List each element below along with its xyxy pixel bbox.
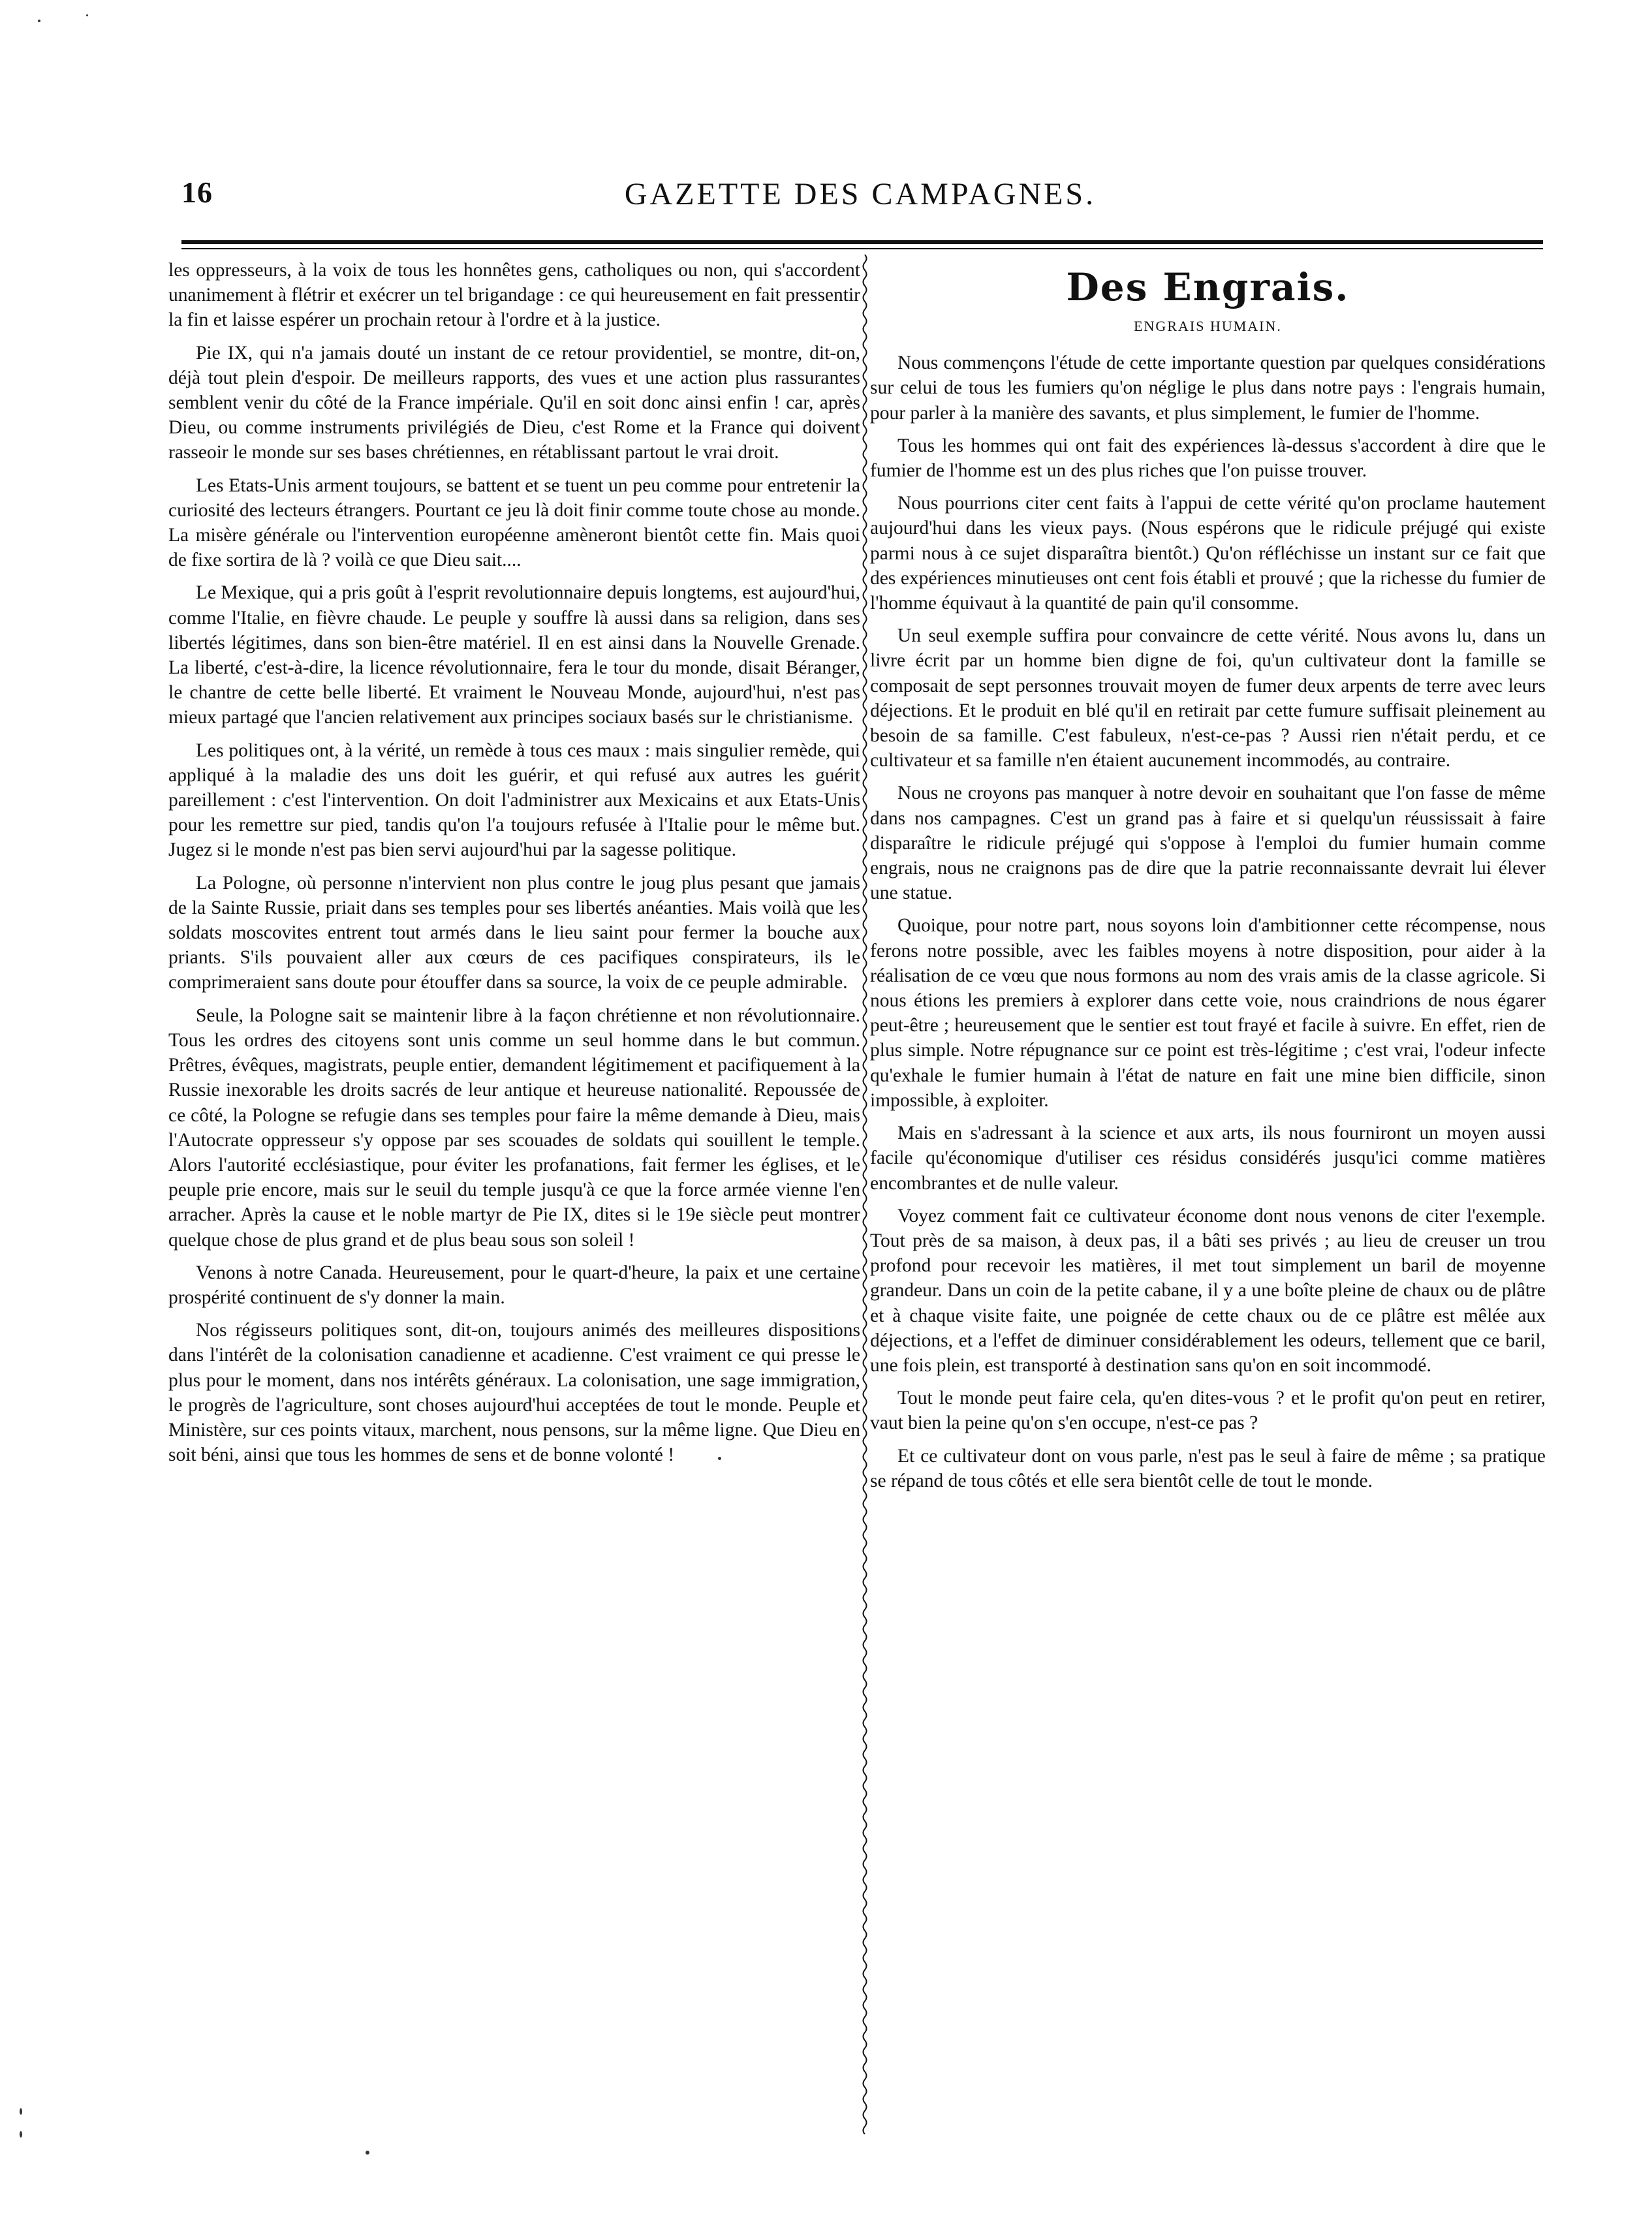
page-header bbox=[181, 175, 1539, 221]
paragraph: Les politiques ont, à la vérité, un remède à tous ces maux : mais singulier remède, qui appliqué à la maladie des uns doit les guérir, et qui refusé aux autres les guérit pareillement : c'est l'intervention. On doit l'administrer aux Mexicains et aux Etats-Unis pour les remettre sur pied, tandis qu'on l'a toujours refusée à l'Italie pour le même but. Jugez si le monde n'est pas bien servi aujourd'hui par la sagesse politique. bbox=[168, 740, 860, 861]
article-title: Des Engrais. bbox=[1066, 265, 1350, 309]
paragraph: les oppresseurs, à la voix de tous les honnêtes gens, catholiques ou non, qui s'accordent unanimement à flétrir et exécrer un tel brigandage : ce qui heureusement en fait pressentir la fin et laisse espérer un prochain retour à l'ordre et à la justice. bbox=[168, 260, 860, 331]
paragraph: Nous pourrions citer cent faits à l'appui de cette vérité qu'on proclame hautement aujourd'hui dans les vieux pays. (Nous espérons que le ridicule préjugé qui existe parmi nous à ce sujet disparaîtra bientôt.) Qu'on réfléchisse un instant sur ce fait que des expériences minutieuses ont cent fois établi et prouvé ; que la richesse du fumier de l'homme équivaut à la quantité de pain qu'il consomme. bbox=[870, 493, 1546, 614]
column-divider bbox=[860, 255, 869, 2134]
scan-speck bbox=[366, 2151, 369, 2155]
paragraph: Nous ne croyons pas manquer à notre devoir en souhaitant que l'on fasse de même dans nos campagnes. C'est un grand pas à faire et si quelqu'un réussissait à faire disparaître le ridicule préjugé qui s'oppose à l'emploi du fumier humain comme engrais, nous ne craignons pas de dire que la patrie reconnaissante devrait lui élever une statue. bbox=[870, 783, 1546, 904]
running-title: GAZETTE DES CAMPAGNES. bbox=[624, 177, 1097, 211]
header-rule-thin bbox=[181, 248, 1543, 249]
paragraph: Tous les hommes qui ont fait des expériences là-dessus s'accordent à dire que le fumier de l'homme est un des plus riches que l'on puisse trouver. bbox=[870, 435, 1546, 482]
paragraph: Les Etats-Unis arment toujours, se battent et se tuent un peu comme pour entretenir la curiosité des lecteurs étrangers. Pourtant ce jeu là doit finir comme toute chose au monde. La misère générale ou l'intervention européenne amèneront bientôt cette fin. Mais quoi de fixe sortira de là ? voilà ce que Dieu sait.... bbox=[168, 475, 860, 571]
paragraph: Pie IX, qui n'a jamais douté un instant de ce retour providentiel, se montre, dit-on, déjà tout plein d'espoir. De meilleurs rapports, des vues et une action plus rassurantes semblent venir du côté de la France impériale. Qu'il en soit donc ainsi enfin ! car, après Dieu, ou comme instruments privilégiés de Dieu, c'est Rome et la France qui doivent rasseoir le monde sur ses bases chrétiennes, en rétablissant partout le vrai droit. bbox=[168, 342, 860, 463]
paragraph: Seule, la Pologne sait se maintenir libre à la façon chrétienne et non révolutionnaire. Tous les ordres des citoyens sont unis comme un seul homme dans le but commun. Prêtres, évêques, magistrats, peuple entier, demandent légitimement et pacifiquement à la Russie inexorable les droits sacrés de leur antique et heureuse nationalité. Repoussée de ce côté, la Pologne se refugie dans ses temples pour faire la même demande à Dieu, mais l'Autocrate oppresseur s'y oppose par ses scouades de soldats qui souillent le temple. Alors l'autorité ecclésiastique, pour éviter les profanations, fait fermer les églises, et le peuple prie encore, mais sur le seuil du temple jusqu'à ce que la force armée vienne l'en arracher. Après la cause et le noble martyr de Pie IX, dites si le 19e siècle peut montrer quelque chose de plus grand et de plus beau sous son soleil ! bbox=[168, 1004, 860, 1251]
paragraph: Mais en s'adressant à la science et aux arts, ils nous fourniront un moyen aussi facile qu'économique d'utiliser ces résidus considérés jusqu'ici comme matières encombrantes et de nulle valeur. bbox=[870, 1123, 1546, 1194]
article-subtitle: ENGRAIS HUMAIN. bbox=[1134, 318, 1282, 334]
paragraph: La Pologne, où personne n'intervient non plus contre le joug plus pesant que jamais de la Sainte Russie, priait dans ses temples pour ses libertés anéanties. Mais voilà que les soldats moscovites entrent tout armés dans le lieu saint pour fermer la bouche aux priants. S'ils pouvaient aller aux cœurs de ces pacifiques conspirateurs, ils le comprimeraient sans doute pour étouffer dans sa source, la voix de ce peuple admirable. bbox=[168, 872, 860, 993]
paragraph: Voyez comment fait ce cultivateur économe dont nous venons de citer l'exemple. Tout près de sa maison, à deux pas, il a bâti ses privés ; au lieu de creuser un trou profond pour recevoir les matières, il met tout simplement un baril de moyenne grandeur. Dans un coin de la petite cabane, il y a une boîte pleine de chaux ou de plâtre et à chaque visite faite, une poignée de cette chaux ou de ce plâtre est mêlée aux déjections, et a l'effet de diminuer considérablement les odeurs, tellement que ce baril, une fois plein, est transporté à destination sans qu'on en soit incommodé. bbox=[870, 1205, 1546, 1376]
header-rule bbox=[181, 240, 1543, 244]
paragraph: Nos régisseurs politiques sont, dit-on, toujours animés des meilleures dispositions dans l'intérêt de la colonisation canadienne et acadienne. C'est vraiment ce qui presse le plus pour le moment, dans nos intérêts généraux. La colonisation, une sage immigration, le progrès de l'agriculture, sont choses aujourd'hui acceptées de tout le monde. Peuple et Ministère, sur ces points vitaux, marchent, nous pensons, sur la même ligne. Que Dieu en soit béni, ainsi que tous les hommes de sens et de bonne volonté ! bbox=[168, 1320, 860, 1466]
paragraph: Et ce cultivateur dont on vous parle, n'est pas le seul à faire de même ; sa pratique se répand de tous côtés et elle sera bientôt celle de tout le monde. bbox=[870, 1445, 1546, 1491]
scan-speck bbox=[38, 20, 40, 22]
scan-speck bbox=[718, 1457, 721, 1460]
scan-speck bbox=[20, 2131, 22, 2138]
paragraph: Un seul exemple suffira pour convaincre de cette vérité. Nous avons lu, dans un livre écrit par un homme bien digne de foi, qu'un cultivateur dont la famille se composait de sept personnes trouvait moyen de fumer deux arpents de terre avec leurs déjections. Et le produit en blé qu'il en retirait par cette fumure suffisait pleinement au besoin de sa famille. C'est fabuleux, n'est-ce-pas ? Aussi rien n'était perdu, et ce cultivateur et sa famille n'en étaient aucunement incommodés, au contraire. bbox=[870, 625, 1546, 771]
paragraph: Tout le monde peut faire cela, qu'en dites-vous ? et le profit qu'on peut en retirer, vaut bien la peine qu'on s'en occupe, n'est-ce pas ? bbox=[870, 1388, 1546, 1434]
paragraph: Quoique, pour notre part, nous soyons loin d'ambitionner cette récompense, nous ferons notre possible, avec les faibles moyens à notre disposition, pour aider à la réalisation de ce vœu que nous formons au nom des vrais amis de la classe agricole. Si nous étions les premiers à explorer dans cette voie, nous craindrions de nous égarer peut-être ; heureusement que le sentier est tout frayé et facile à suivre. En effet, rien de plus simple. Notre répugnance sur ce point est très-légitime ; c'est vrai, l'odeur infecte qu'exhale le fumier humain à l'état de nature en fait une mine bien difficile, sinon impossible, à exploiter. bbox=[870, 915, 1546, 1111]
paragraph: Le Mexique, qui a pris goût à l'esprit revolutionnaire depuis longtems, est aujourd'hui, comme l'Italie, en fièvre chaude. Le peuple y souffre là aussi dans sa religion, dans ses libertés légitimes, dans son bien-être matériel. Il en est ainsi dans la Nouvelle Grenade. La liberté, c'est-à-dire, la licence révolutionnaire, fera le tour du monde, disait Béranger, le chantre de cette belle liberté. Et vraiment le Nouveau Monde, aujourd'hui, n'est pas mieux partagé que l'ancien relativement aux principes sociaux basés sur le christianisme. bbox=[168, 582, 860, 728]
right-column bbox=[870, 258, 1546, 2111]
page-number: 16 bbox=[181, 176, 213, 209]
paragraph: Venons à notre Canada. Heureusement, pour le quart-d'heure, la paix et une certaine prospérité continuent de s'y donner la main. bbox=[168, 1262, 860, 1308]
scan-speck bbox=[20, 2108, 22, 2115]
scan-speck bbox=[86, 14, 88, 16]
paragraph: Nous commençons l'étude de cette importante question par quelques considérations sur celui de tous les fumiers qu'on néglige le plus dans notre pays : l'engrais humain, pour parler à la manière des savants, et plus simplement, le fumier de l'homme. bbox=[870, 352, 1546, 424]
left-column bbox=[168, 258, 860, 2111]
